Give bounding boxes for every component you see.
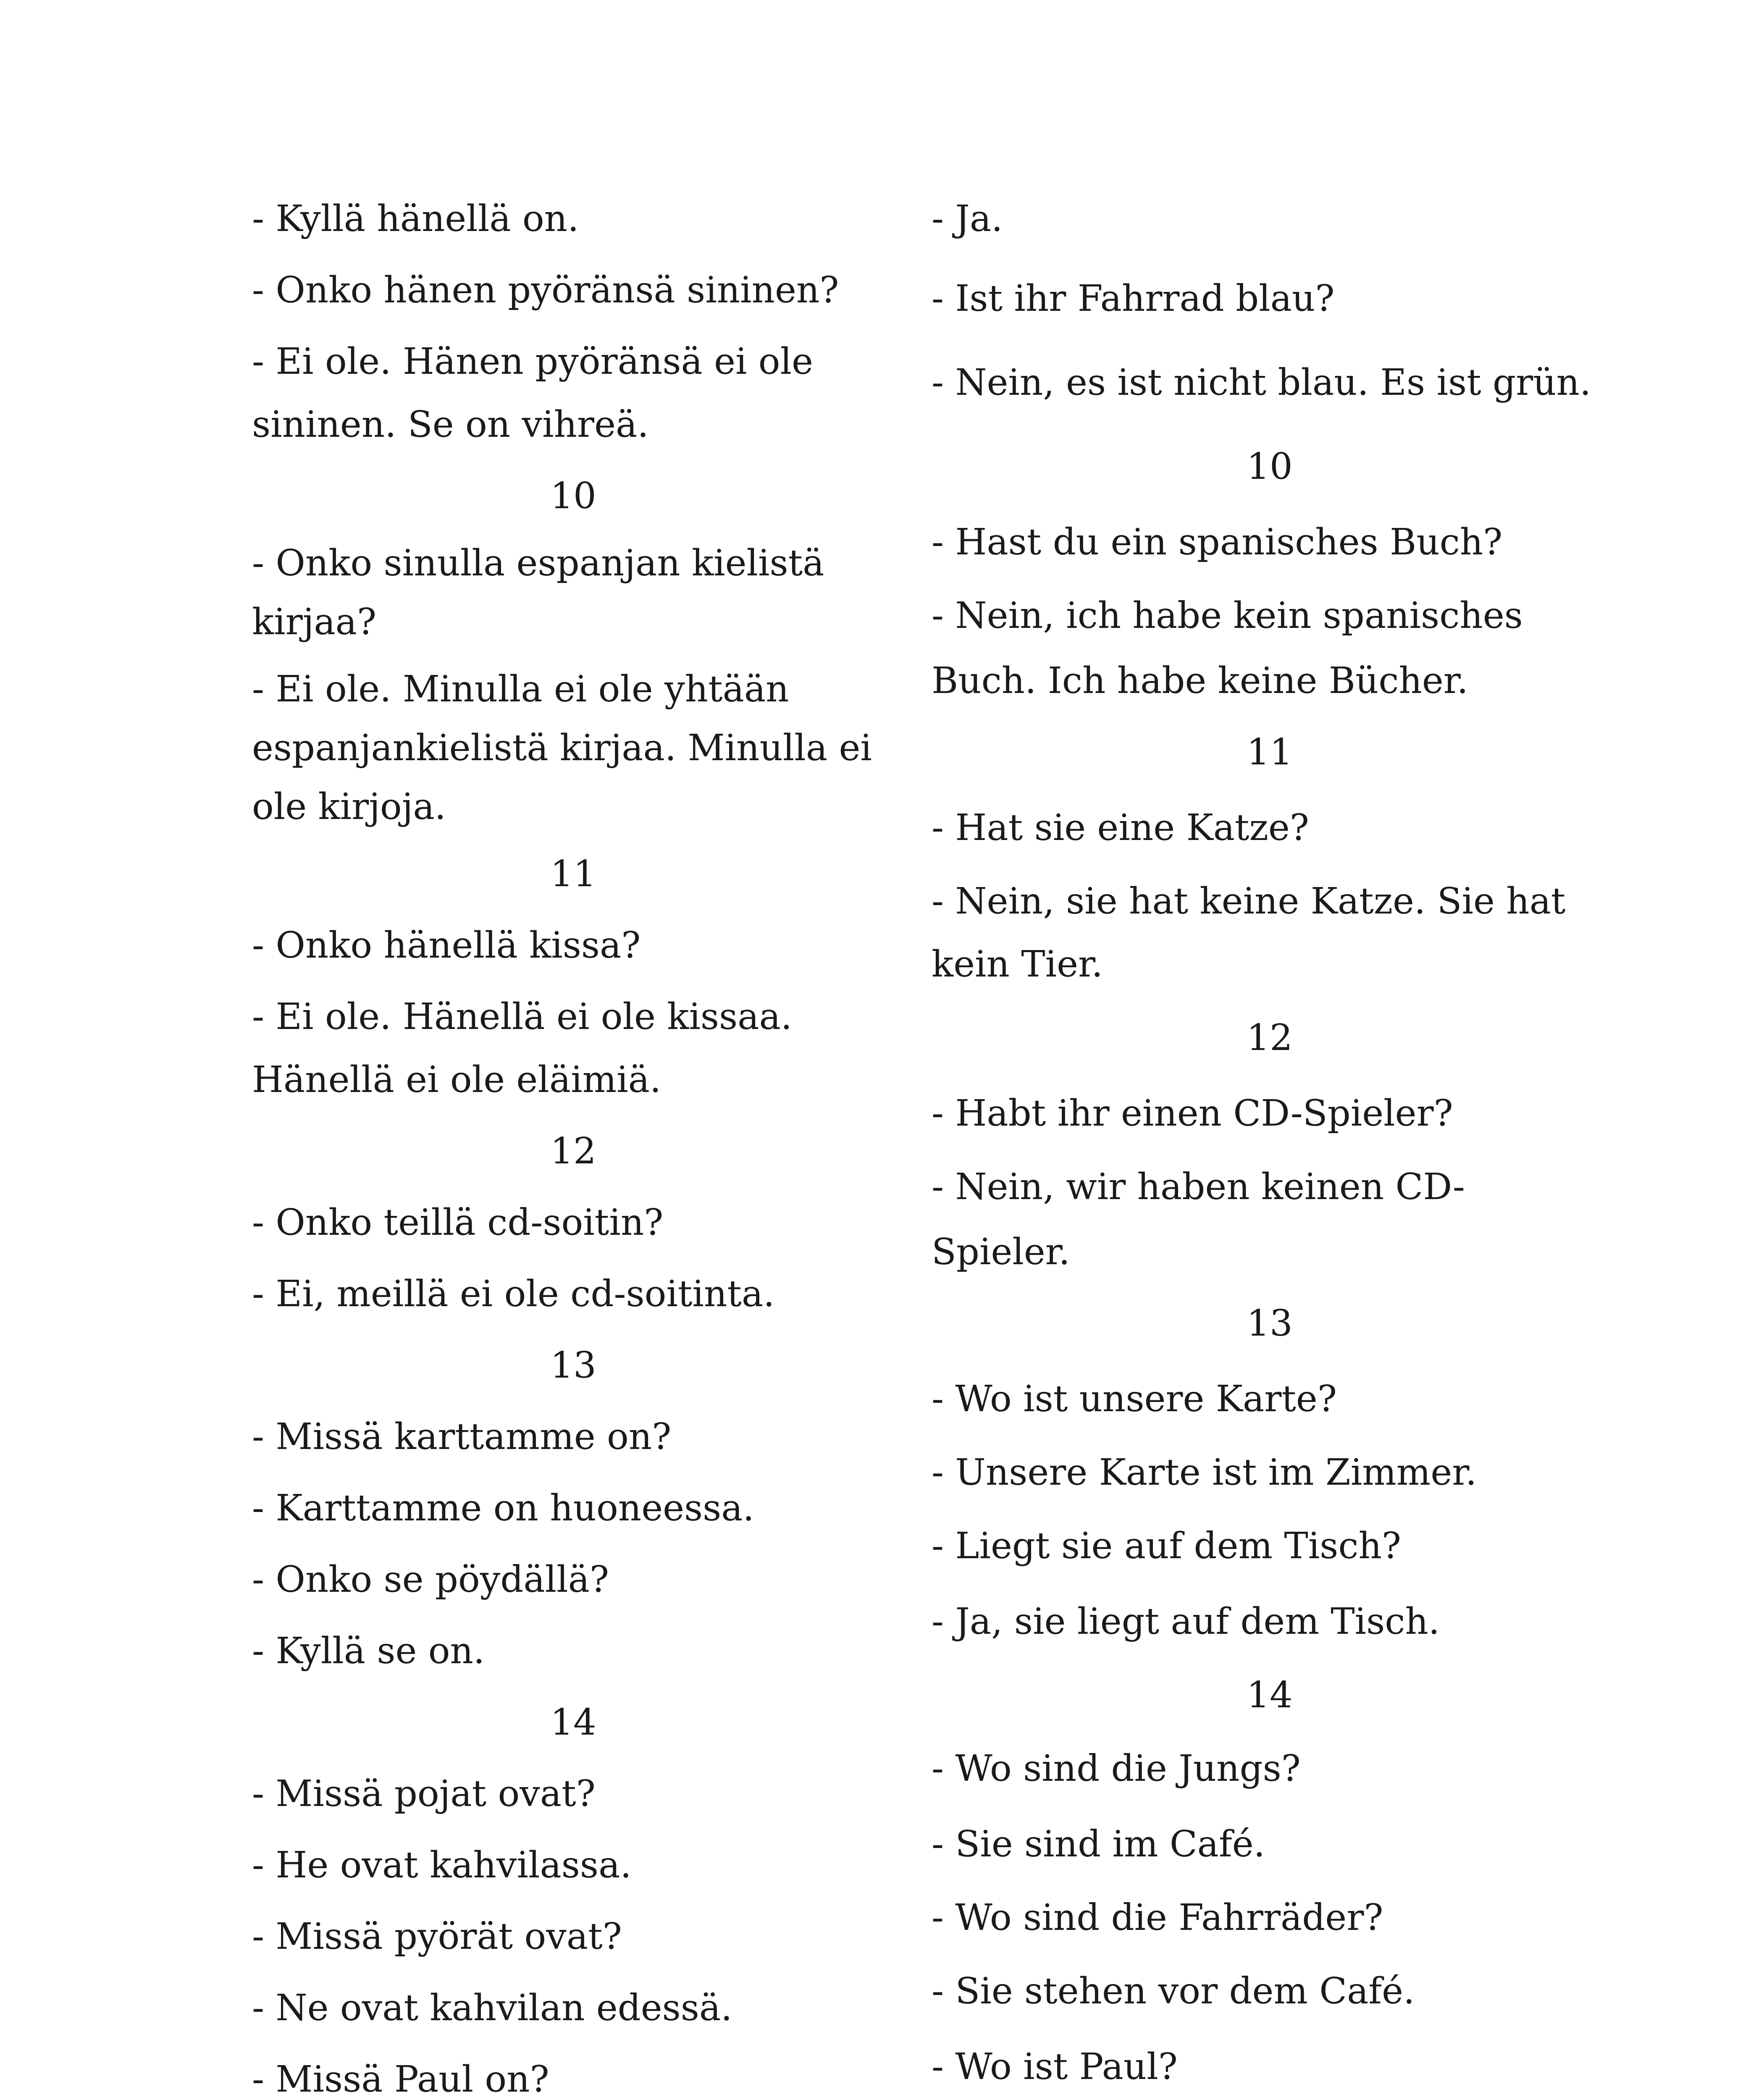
dialogue-line: - Wo ist unsere Karte? bbox=[932, 1378, 1337, 1420]
section-number: 12 bbox=[550, 1130, 596, 1172]
section-number: 10 bbox=[1247, 446, 1293, 488]
dialogue-line: - Liegt sie auf dem Tisch? bbox=[932, 1525, 1402, 1567]
dialogue-line: - Wo sind die Fahrräder? bbox=[932, 1897, 1383, 1939]
dialogue-line: - Karttamme on huoneessa. bbox=[252, 1487, 754, 1529]
dialogue-line: - Ei ole. Minulla ei ole yhtään bbox=[252, 668, 789, 710]
dialogue-line: - Onko se pöydällä? bbox=[252, 1559, 609, 1601]
dialogue-line: - Nein, sie hat keine Katze. Sie hat bbox=[932, 880, 1566, 922]
dialogue-line: Hänellä ei ole eläimiä. bbox=[252, 1059, 662, 1101]
dialogue-line: - Habt ihr einen CD-Spieler? bbox=[932, 1092, 1453, 1134]
section-number: 14 bbox=[1247, 1674, 1293, 1716]
dialogue-line: - Missä karttamme on? bbox=[252, 1416, 672, 1458]
dialogue-line: espanjankielistä kirjaa. Minulla ei bbox=[252, 727, 872, 769]
dialogue-line: - Ei, meillä ei ole cd-soitinta. bbox=[252, 1273, 775, 1315]
dialogue-line: - Wo ist Paul? bbox=[932, 2046, 1178, 2088]
dialogue-line: kein Tier. bbox=[932, 943, 1103, 985]
section-number: 13 bbox=[550, 1344, 596, 1386]
section-number: 14 bbox=[550, 1701, 596, 1743]
dialogue-line: - Missä pojat ovat? bbox=[252, 1773, 596, 1815]
dialogue-line: - Kyllä hänellä on. bbox=[252, 198, 579, 240]
section-number: 12 bbox=[1247, 1017, 1293, 1059]
dialogue-line: - Ei ole. Hänellä ei ole kissaa. bbox=[252, 996, 793, 1038]
dialogue-line: - Onko hänellä kissa? bbox=[252, 924, 641, 966]
dialogue-line: - Sie sind im Café. bbox=[932, 1823, 1265, 1865]
dialogue-line: - Sie stehen vor dem Café. bbox=[932, 1970, 1415, 2012]
dialogue-line: - Onko hänen pyöränsä sininen? bbox=[252, 269, 839, 311]
dialogue-line: Spieler. bbox=[932, 1231, 1070, 1273]
dialogue-line: - He ovat kahvilassa. bbox=[252, 1844, 632, 1886]
dialogue-line: - Kyllä se on. bbox=[252, 1630, 485, 1672]
dialogue-line: - Nein, es ist nicht blau. Es ist grün. bbox=[932, 362, 1591, 404]
dialogue-line: kirjaa? bbox=[252, 601, 377, 643]
section-number: 10 bbox=[550, 475, 596, 517]
section-number: 11 bbox=[1247, 731, 1293, 773]
dialogue-line: - Ja, sie liegt auf dem Tisch. bbox=[932, 1601, 1440, 1643]
section-number: 11 bbox=[550, 853, 596, 895]
dialogue-line: - Onko sinulla espanjan kielistä bbox=[252, 542, 824, 584]
dialogue-line: - Ist ihr Fahrrad blau? bbox=[932, 278, 1335, 320]
dialogue-line: ole kirjoja. bbox=[252, 786, 446, 828]
dialogue-line: - Ja. bbox=[932, 198, 1003, 240]
dialogue-line: - Onko teillä cd-soitin? bbox=[252, 1202, 664, 1244]
dialogue-line: - Ne ovat kahvilan edessä. bbox=[252, 1987, 732, 2029]
dialogue-line: - Missä pyörät ovat? bbox=[252, 1916, 622, 1958]
dialogue-line: - Hast du ein spanisches Buch? bbox=[932, 521, 1503, 563]
section-number: 13 bbox=[1247, 1302, 1293, 1344]
dialogue-line: sininen. Se on vihreä. bbox=[252, 404, 649, 446]
dialogue-line: - Unsere Karte ist im Zimmer. bbox=[932, 1452, 1477, 1494]
dialogue-line: - Nein, wir haben keinen CD- bbox=[932, 1166, 1465, 1208]
dialogue-line: - Hat sie eine Katze? bbox=[932, 807, 1309, 849]
dialogue-line: - Nein, ich habe kein spanisches bbox=[932, 595, 1523, 637]
dialogue-line: - Ei ole. Hänen pyöränsä ei ole bbox=[252, 341, 813, 383]
dialogue-line: Buch. Ich habe keine Bücher. bbox=[932, 660, 1468, 702]
dialogue-line: - Missä Paul on? bbox=[252, 2058, 549, 2100]
dialogue-line: - Wo sind die Jungs? bbox=[932, 1748, 1301, 1790]
